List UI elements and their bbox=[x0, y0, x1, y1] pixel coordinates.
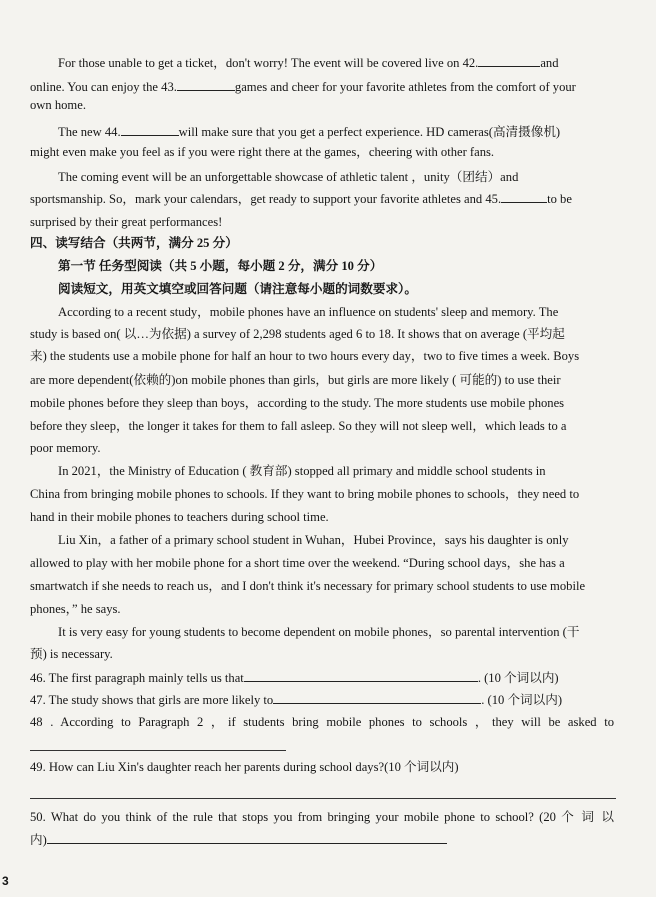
cloze-text: and bbox=[540, 56, 559, 70]
cloze-text: The new 44. bbox=[58, 125, 121, 139]
answer-blank-47[interactable] bbox=[273, 691, 481, 704]
passage-p4-line2: 预) is necessary. bbox=[30, 647, 113, 661]
cloze-p1-line1 bbox=[30, 54, 614, 71]
passage-p1-line6: before they sleep，the longer it takes for them to fall asleep. So they will not sleep well，which leads to a bbox=[30, 419, 567, 433]
cloze-text: to be bbox=[547, 192, 572, 206]
passage-p1-line3: 来) the students use a mobile phone for half an hour to two hours every day，two to five times a week. Boys bbox=[30, 349, 580, 363]
page-number: 3 bbox=[2, 874, 9, 888]
passage-p2-line2: China from bringing mobile phones to schools. If they want to bring mobile phones to schools，they need to bbox=[30, 487, 580, 501]
instruction-text: 阅读短文，用英文填空或回答问题（请注意每小题的词数要求）。 bbox=[58, 282, 417, 296]
cloze-p3-line2 bbox=[30, 190, 614, 207]
cloze-p3-line3: surprised by their great performances! bbox=[30, 215, 223, 229]
question-50: 50. What do you think of the rule that stops you from bringing your mobile phone to school? (20 个 词 以 bbox=[30, 810, 614, 824]
passage-p1-line7: poor memory. bbox=[30, 441, 101, 455]
answer-blank-46[interactable] bbox=[244, 669, 478, 682]
question-text: 内) bbox=[30, 833, 47, 847]
question-text: 46. The first paragraph mainly tells us that bbox=[30, 671, 244, 685]
question-47 bbox=[30, 691, 614, 708]
passage-p3-line1: Liu Xin，a father of a primary school student in Wuhan，Hubei Province，says his daughter is only bbox=[58, 533, 569, 547]
answer-blank-44[interactable] bbox=[121, 123, 179, 136]
question-48: 48 . According to Paragraph 2 ，if students bring mobile phones to schools ，they will be asked to bbox=[30, 715, 614, 729]
cloze-p2-line1 bbox=[30, 123, 614, 140]
cloze-p3-line1: The coming event will be an unforgettable showcase of athletic talent ，unity（团结）and bbox=[58, 170, 519, 184]
word-limit: . (10 个词以内) bbox=[477, 671, 559, 685]
cloze-text: For those unable to get a ticket，don't worry! The event will be covered live on 42. bbox=[58, 56, 479, 70]
cloze-text: online. You can enjoy the 43. bbox=[30, 80, 177, 94]
answer-line-48[interactable] bbox=[30, 750, 286, 751]
passage-p1-line2: study is based on( 以…为依据) a survey of 2,298 students aged 6 to 18. It shows that on average (平均起 bbox=[30, 327, 565, 341]
answer-line-49[interactable] bbox=[30, 798, 616, 799]
passage-p3-line3: smartwatch if she needs to reach us，and I don't think it's necessary for primary school students to use mobile bbox=[30, 579, 586, 593]
answer-blank-43[interactable] bbox=[177, 78, 235, 91]
passage-p2-line1: In 2021，the Ministry of Education ( 教育部) stopped all primary and middle school students in bbox=[58, 464, 546, 478]
section-heading: 四、读写结合（共两节，满分 25 分） bbox=[30, 236, 238, 250]
passage-p1-line5: mobile phones before they sleep than boys，according to the study. The more students use mobile phones bbox=[30, 396, 565, 410]
passage-p3-line2: allowed to play with her mobile phone for a short time over the weekend. “During school days，she has a bbox=[30, 556, 565, 570]
word-limit: . (10 个词以内) bbox=[481, 693, 563, 707]
cloze-text: will make sure that you get a perfect experience. HD cameras(高清摄像机) bbox=[178, 125, 561, 139]
passage-p2-line3: hand in their mobile phones to teachers during school time. bbox=[30, 510, 329, 524]
cloze-text: sportsmanship. So，mark your calendars，get ready to support your favorite athletes and 45. bbox=[30, 192, 502, 206]
answer-blank-42[interactable] bbox=[478, 54, 540, 67]
question-49: 49. How can Liu Xin's daughter reach her parents during school days?(10 个词以内) bbox=[30, 760, 459, 774]
cloze-p1-line3: own home. bbox=[30, 98, 86, 112]
part-heading: 第一节 任务型阅读（共 5 小题，每小题 2 分，满分 10 分） bbox=[58, 259, 383, 273]
question-46 bbox=[30, 669, 614, 686]
passage-p1-line1: According to a recent study，mobile phones have an influence on students' sleep and memory. The bbox=[58, 305, 559, 319]
answer-line-50[interactable] bbox=[47, 831, 447, 844]
passage-p1-line4: are more dependent(依赖的)on mobile phones than girls，but girls are more likely ( 可能的) to use their bbox=[30, 373, 561, 387]
answer-blank-45[interactable] bbox=[501, 190, 547, 203]
passage-p4-line1: It is very easy for young students to become dependent on mobile phones，so parental intervention (干 bbox=[58, 625, 580, 639]
question-50-cont bbox=[30, 831, 614, 848]
cloze-text: games and cheer for your favorite athletes from the comfort of your bbox=[234, 80, 576, 94]
cloze-p1-line2 bbox=[30, 78, 614, 95]
cloze-p2-line2: might even make you feel as if you were right there at the games，cheering with other fans. bbox=[30, 145, 495, 159]
question-text: 47. The study shows that girls are more likely to bbox=[30, 693, 274, 707]
passage-p3-line4: phones，” he says. bbox=[30, 602, 121, 616]
